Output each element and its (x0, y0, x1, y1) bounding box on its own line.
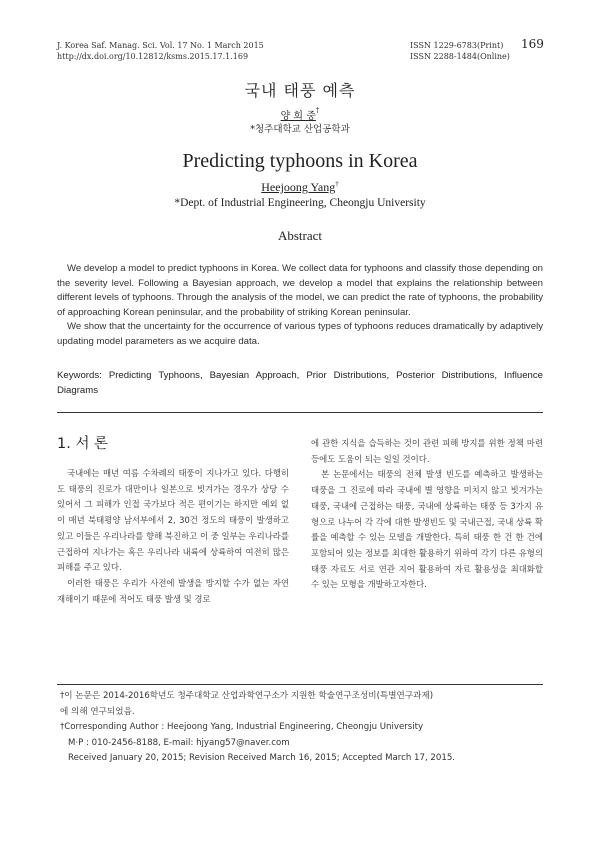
journal-citation: J. Korea Saf. Manag. Sci. Vol. 17 No. 1 March 2015 (57, 41, 264, 50)
doi-link[interactable]: http://dx.doi.org/10.12812/ksms.2015.17.1.169 (57, 52, 249, 61)
korean-author: 양 희 중 (280, 111, 316, 122)
issn-print: ISSN 1229-6783(Print) (410, 41, 504, 50)
footnotes (60, 689, 540, 767)
abstract-paragraph-1: We develop a model to predict typhoons in Korea. We collect data for typhoons and classify those depending on the severity level. Following a Bayesian approach, we develop a model that explains the relationship between different levels of typhoons. Through the analysis of the model, we can predict the rate of typhoons, the probability of approaching Korean peninsular, and the probability of striking Korean peninsular. (57, 263, 543, 318)
english-title: Predicting typhoons in Korea (182, 150, 418, 172)
intro-paragraph-3: 본 논문에서는 태풍의 전체 발생 빈도를 예측하고 발생하는 태풍을 그 진로에 따라 국내에 별 영향을 미치지 않고 빗겨가는 태풍, 국내에 근접하는 태풍, 국내에 상륙하는 태풍 등 3가지 유형으로 나누어 각 각에 대한 발생빈도 및 국내근접, 국내 상륙 확률을 예측할 수 있는 모델을 개발한다. 특히 태풍 한 건 한 건에 포함되어 있는 정보를 최대한 활용하기 위하여 각기 다른 유형의 태풍 자료도 서로 연관 지어 활용하여 자료 활용성을 최대화할 수 있는 모형을 개발하고자한다. (311, 469, 543, 590)
left-column (57, 466, 289, 607)
right-column (311, 436, 543, 593)
section-heading: 1. 서 론 (57, 436, 109, 452)
funding-note-line-2: 에 의해 연구되었음. (60, 706, 135, 717)
page-number: 169 (521, 37, 544, 51)
footnote-divider (57, 684, 543, 685)
corresponding-author: †Corresponding Author : Heejoong Yang, Industrial Engineering, Cheongju University (60, 722, 424, 732)
abstract-paragraph-2: We show that the uncertainty for the occurrence of various types of typhoons reduces dramatically by adaptively updating model parameters as we acquire data. (57, 321, 543, 347)
korean-author-mark: † (315, 106, 320, 115)
intro-paragraph-1: 국내에는 매년 여름 수차례의 태풍이 지나가고 있다. 다행히도 태풍의 진로가 대만이나 일본으로 빗겨가는 경우가 상당 수 있어서 그 피해가 인접 국가보다 적은 편이기는 하지만 예외 없이 매년 북태평양 남서부에서 2, 30건 정도의 태풍이 발생하고 있고 이들은 우리나라를 향해 북진하고 이 중 일부는 우리나라를 근접하여 지나가는 혹은 우리나라 내륙에 상륙하여 여전히 많은 피해를 주고 있다. (57, 468, 289, 573)
korean-affiliation: *청주대학교 산업공학과 (250, 124, 350, 135)
keywords: Keywords: Predicting Typhoons, Bayesian Approach, Prior Distributions, Posterior Distributions, Influence Diagrams (57, 370, 543, 396)
korean-title: 국내 태풍 예측 (244, 81, 356, 100)
intro-paragraph-2: 이러한 태풍은 우리가 사전에 발생을 방지할 수가 없는 자연재해이기 때문에 적어도 태풍 발생 및 경로 (57, 577, 289, 604)
english-author: Heejoong Yang (261, 180, 336, 194)
english-affiliation: *Dept. of Industrial Engineering, Cheongju University (174, 197, 426, 209)
issn-online: ISSN 2288-1484(Online) (410, 52, 510, 61)
intro-paragraph-2-cont: 에 관한 지식을 습득하는 것이 관련 피해 방지를 위한 정책 마련 등에도 도움이 되는 일일 것이다. (311, 438, 543, 464)
abstract-body (57, 262, 543, 350)
english-author-mark: † (335, 180, 339, 188)
divider (57, 412, 543, 413)
funding-note-line-1: †이 논문은 2014-2016학년도 청주대학교 산업과학연구소가 지원한 학술연구조성비(특별연구과제) (60, 691, 434, 701)
english-author-line (0, 180, 600, 195)
contact-info: M·P : 010-2456-8188, E-mail: hjyang57@naver.com (68, 737, 290, 748)
abstract-heading: Abstract (277, 228, 323, 243)
received-dates: Received January 20, 2015; Revision Received March 16, 2015; Accepted March 17, 2015. (68, 753, 456, 763)
